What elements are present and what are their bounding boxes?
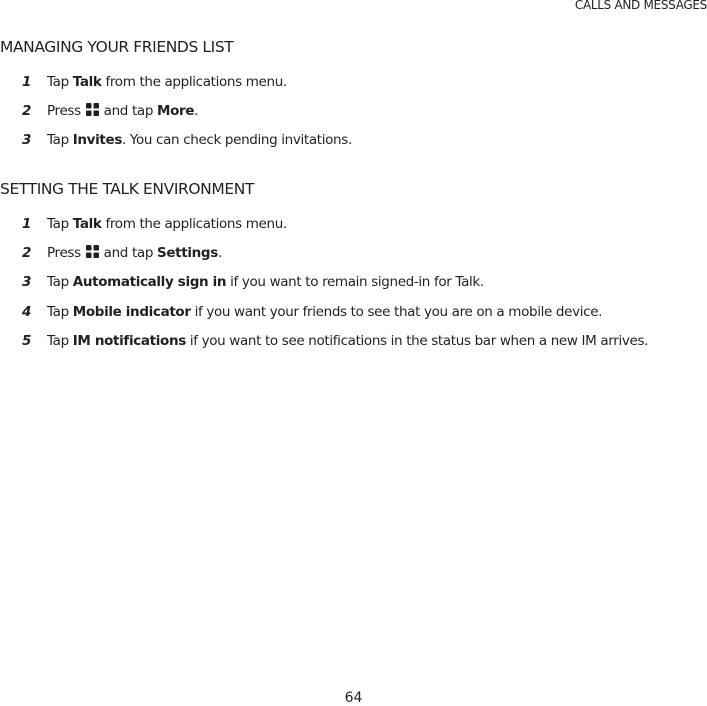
step-bold-term: Settings [157, 245, 218, 261]
step-text: Press and tap More. [47, 103, 199, 119]
step-text: Press and tap Settings. [47, 245, 222, 261]
step-number: 5 [22, 333, 32, 349]
menu-key-icon [86, 103, 99, 116]
step-bold-term: Invites [72, 132, 123, 148]
step-bold-term: More [157, 103, 195, 119]
step-text: Tap Talk from the applications menu. [47, 74, 287, 90]
step-text: Tap Invites. You can check pending invitations. [47, 132, 352, 148]
step-number: 1 [22, 74, 32, 90]
step-number: 3 [22, 274, 32, 290]
step-number: 1 [22, 216, 32, 232]
step-number: 4 [22, 304, 32, 320]
step-number: 2 [22, 103, 32, 119]
step-text: Tap Automatically sign in if you want to remain signed-in for Talk. [47, 274, 484, 290]
step-bold-term: IM notifications [72, 333, 186, 349]
step-number: 2 [22, 245, 32, 261]
step-bold-term: Mobile indicator [72, 304, 191, 320]
running-header: CALLS AND MESSAGES [574, 0, 707, 12]
step-bold-term: Talk [72, 74, 102, 90]
step-bold-term: Talk [72, 216, 102, 232]
menu-key-icon [86, 245, 99, 258]
section-title-talk-environment: SETTING THE TALK ENVIRONMENT [0, 180, 254, 198]
section-title-managing-friends: MANAGING YOUR FRIENDS LIST [0, 38, 234, 56]
page-number: 64 [344, 690, 363, 706]
step-bold-term: Automatically sign in [72, 274, 227, 290]
step-text: Tap IM notifications if you want to see notifications in the status bar when a new IM arrives. [47, 333, 649, 349]
step-text: Tap Mobile indicator if you want your friends to see that you are on a mobile device. [47, 304, 603, 320]
step-text: Tap Talk from the applications menu. [47, 216, 287, 232]
step-number: 3 [22, 132, 32, 148]
